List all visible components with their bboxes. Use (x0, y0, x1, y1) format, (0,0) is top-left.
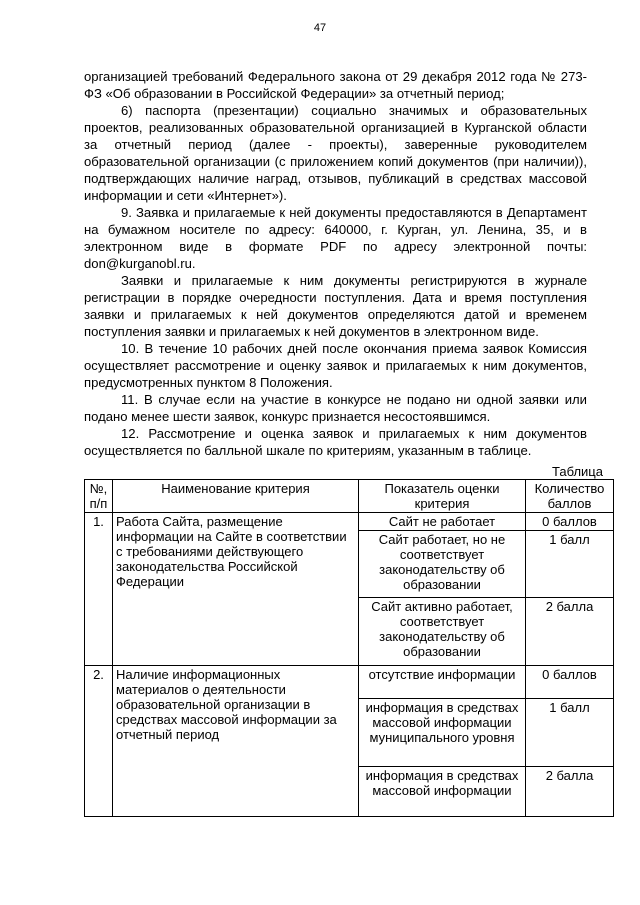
paragraph: 12. Рассмотрение и оценка заявок и прилагаемых к ним документов осуществляется по балльной шкале по критериям, указанным в таблице. (84, 426, 587, 458)
paragraph: 10. В течение 10 рабочих дней после окончания приема заявок Комиссия осуществляет рассмотрение и оценку заявок и прилагаемых к ним документов, предусмотренных пунктом 8 Положения. (84, 341, 587, 390)
paragraph: Заявки и прилагаемые к ним документы регистрируются в журнале регистрации в порядке очередности поступления. Дата и время поступления заявки и прилагаемых к ней документов определяются датой и временем поступления заявки и прилагаемых к ней документов в электронном виде. (84, 273, 587, 339)
points: 0 баллов (526, 666, 614, 699)
header-number: №, п/п (85, 480, 113, 513)
table-row (85, 513, 614, 531)
row-number: 2. (85, 666, 113, 817)
paragraph: 11. В случае если на участие в конкурсе не подано ни одной заявки или подано менее шести заявок, конкурс признается несостоявшимся. (84, 392, 587, 424)
header-criterion: Наименование критерия (113, 480, 359, 513)
indicator: информация в средствах массовой информации (359, 767, 526, 817)
criteria-table (84, 479, 614, 817)
paragraph: 9. Заявка и прилагаемые к ней документы предоставляются в Департамент на бумажном носителе по адресу: 640000, г. Курган, ул. Ленина, 35, и в электронном виде в формате PDF по адресу электронной почты: don@kurganobl.ru. (84, 205, 587, 271)
criterion-name: Работа Сайта, размещение информации на Сайте в соответствии с требованиями действующего законодательства Российской Федерации (113, 513, 359, 666)
table-caption: Таблица (552, 464, 603, 479)
points: 2 балла (526, 767, 614, 817)
paragraph: 6) паспорта (презентации) социально значимых и образовательных проектов, реализованных образовательной организацией в Курганской области за отчетный период (далее - проекты), заверенные руководителем образовательной организации (с приложением копий документов (при наличии)), подтверждающих наличие наград, отзывов, публикаций в средствах массовой информации и сети «Интернет»). (84, 103, 587, 203)
indicator: отсутствие информации (359, 666, 526, 699)
body-text (84, 68, 587, 459)
points: 1 балл (526, 699, 614, 767)
indicator: Сайт активно работает, соответствует законодательству об образовании (359, 598, 526, 666)
points: 1 балл (526, 531, 614, 598)
criterion-name: Наличие информационных материалов о деятельности образовательной организации в средствах массовой информации за отчетный период (113, 666, 359, 817)
header-points: Количество баллов (526, 480, 614, 513)
points: 2 балла (526, 598, 614, 666)
indicator: Сайт работает, но не соответствует законодательству об образовании (359, 531, 526, 598)
row-number: 1. (85, 513, 113, 666)
table-row (85, 666, 614, 699)
points: 0 баллов (526, 513, 614, 531)
table-header-row (85, 480, 614, 513)
indicator: информация в средствах массовой информации муниципального уровня (359, 699, 526, 767)
page-number: 47 (313, 22, 327, 34)
paragraph: организацией требований Федерального закона от 29 декабря 2012 года № 273-ФЗ «Об образовании в Российской Федерации» за отчетный период; (84, 69, 587, 101)
header-indicator: Показатель оценки критерия (359, 480, 526, 513)
indicator: Сайт не работает (359, 513, 526, 531)
